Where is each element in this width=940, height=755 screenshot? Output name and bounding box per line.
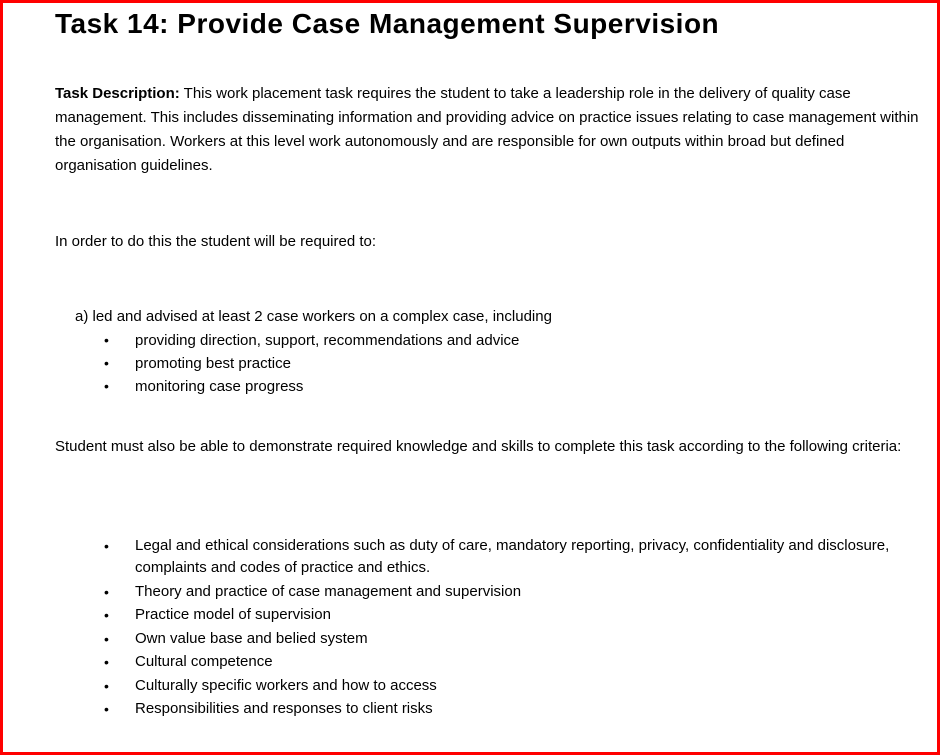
page-title: Task 14: Provide Case Management Supervision — [55, 8, 720, 39]
bullet-icon: • — [104, 630, 109, 647]
criteria-bullet-list — [55, 535, 921, 722]
task-description — [55, 82, 921, 178]
list-item — [55, 628, 921, 650]
list-item-text: monitoring case progress — [135, 378, 304, 395]
list-item-text: providing direction, support, recommendations and advice — [135, 332, 520, 349]
list-item — [55, 675, 921, 697]
list-item — [55, 352, 921, 375]
bullet-icon: • — [104, 607, 109, 623]
bullet-icon: • — [104, 378, 109, 394]
bullet-icon: • — [104, 583, 109, 600]
list-item — [55, 604, 921, 626]
list-item — [55, 651, 921, 673]
list-item-text: Practice model of supervision — [135, 606, 331, 623]
requirement-a: a) led and advised at least 2 case workers on a complex case, including — [75, 308, 552, 325]
list-item-text: Theory and practice of case management and supervision — [135, 582, 522, 600]
bullet-icon: • — [104, 332, 109, 348]
list-item-text: Cultural competence — [135, 653, 273, 670]
bullet-icon: • — [104, 654, 109, 670]
bullet-icon: • — [104, 701, 109, 717]
requirements-intro: In order to do this the student will be required to: — [55, 233, 377, 250]
list-item — [55, 581, 921, 603]
task-description-label: Task Description: — [55, 85, 180, 102]
list-item-text: Own value base and belied system — [135, 629, 368, 647]
bullet-icon: • — [104, 538, 109, 554]
list-item — [55, 329, 921, 352]
task-description-text: This work placement task requires the student to take a leadership role in the delivery of quality case management. This includes disseminating information and providing advice on practice issues relating to case management within the organisation. Workers at this level work autonomously and are responsible for own outputs within broad but defined organisation guidelines. — [55, 85, 919, 174]
bullet-icon: • — [104, 355, 109, 371]
list-item — [55, 698, 921, 720]
list-item-text: Culturally specific workers and how to access — [135, 676, 437, 694]
list-item-text: Legal and ethical considerations such as duty of care, mandatory reporting, privacy, confidentiality and disclosure, complaints and codes of practice and ethics. — [135, 537, 890, 576]
list-item-text: promoting best practice — [135, 355, 291, 372]
list-item — [55, 535, 921, 579]
list-item — [55, 375, 921, 398]
list-item-text: Responsibilities and responses to client risks — [135, 700, 433, 717]
requirement-a-bullet-list — [55, 329, 921, 398]
criteria-intro: Student must also be able to demonstrate required knowledge and skills to complete this task according to the following criteria: — [55, 438, 902, 455]
bullet-icon: • — [104, 677, 109, 694]
